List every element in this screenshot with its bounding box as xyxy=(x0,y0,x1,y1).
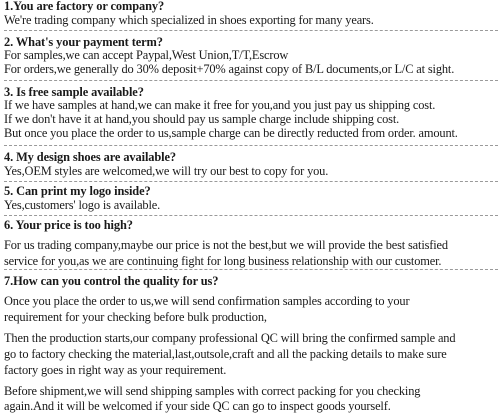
faq-question-4: 4. My design shoes are available? xyxy=(4,150,177,164)
faq-document xyxy=(4,0,498,419)
faq-answer-7-line-5: factory goes in right way as your requirement. xyxy=(4,363,227,377)
faq-answer-3-line-3: But once you place the order to us,sample charge can be directly reducted from order. amount. xyxy=(4,126,458,140)
faq-question-5: 5. Can print my logo inside? xyxy=(4,184,151,198)
section-divider xyxy=(4,181,498,182)
faq-answer-6-line-1: For us trading company,maybe our price is not the best,but we will provide the best satisfied xyxy=(4,238,448,252)
faq-answer-5-line-1: Yes,customers' logo is available. xyxy=(4,198,161,212)
faq-answer-7-line-6: Before shipment,we will send shipping samples with correct packing for you checking xyxy=(4,384,421,398)
faq-answer-3-line-2: If we don't have it at hand,you should pay us sample charge include shipping cost. xyxy=(4,112,400,126)
faq-answer-6-line-2: service for you,as we are continuing fight for long business relationship with our customer. xyxy=(4,254,442,268)
section-divider xyxy=(4,215,498,216)
faq-question-6: 6. Your price is too high? xyxy=(4,218,133,232)
faq-question-3: 3. Is free sample available? xyxy=(4,85,144,99)
faq-answer-7-line-1: Once you place the order to us,we will send confirmation samples according to your xyxy=(4,294,410,308)
faq-answer-7-line-4: go to factory checking the material,last,outsole,craft and all the packing details to make sure xyxy=(4,347,447,361)
faq-answer-4-line-1: Yes,OEM styles are welcomed,we will try our best to copy for you. xyxy=(4,164,329,178)
faq-question-1: 1.You are factory or company? xyxy=(4,0,165,13)
faq-answer-2-line-2: For orders,we generally do 30% deposit+70% against copy of B/L documents,or L/C at sight. xyxy=(4,62,455,76)
section-divider xyxy=(4,269,498,270)
section-divider xyxy=(4,145,498,146)
faq-answer-2-line-1: For samples,we can accept Paypal,West Union,T/T,Escrow xyxy=(4,48,289,62)
faq-question-2: 2. What's your payment term? xyxy=(4,35,163,49)
faq-question-7: 7.How can you control the quality for us? xyxy=(4,274,219,288)
section-divider xyxy=(4,30,498,31)
faq-answer-7-line-2: requirement for your checking before bulk production, xyxy=(4,310,267,324)
faq-answer-1-line-1: We're trading company which specialized in shoes exporting for many years. xyxy=(4,13,374,27)
section-divider xyxy=(4,80,498,81)
faq-answer-7-line-3: Then the production starts,our company professional QC will bring the confirmed sample and xyxy=(4,331,456,345)
faq-answer-3-line-1: If we have samples at hand,we can make it free for you,and you just pay us shipping cost. xyxy=(4,98,436,112)
faq-answer-7-line-7: again.And it will be welcomed if your side QC can go to inspect goods yourself. xyxy=(4,399,391,413)
